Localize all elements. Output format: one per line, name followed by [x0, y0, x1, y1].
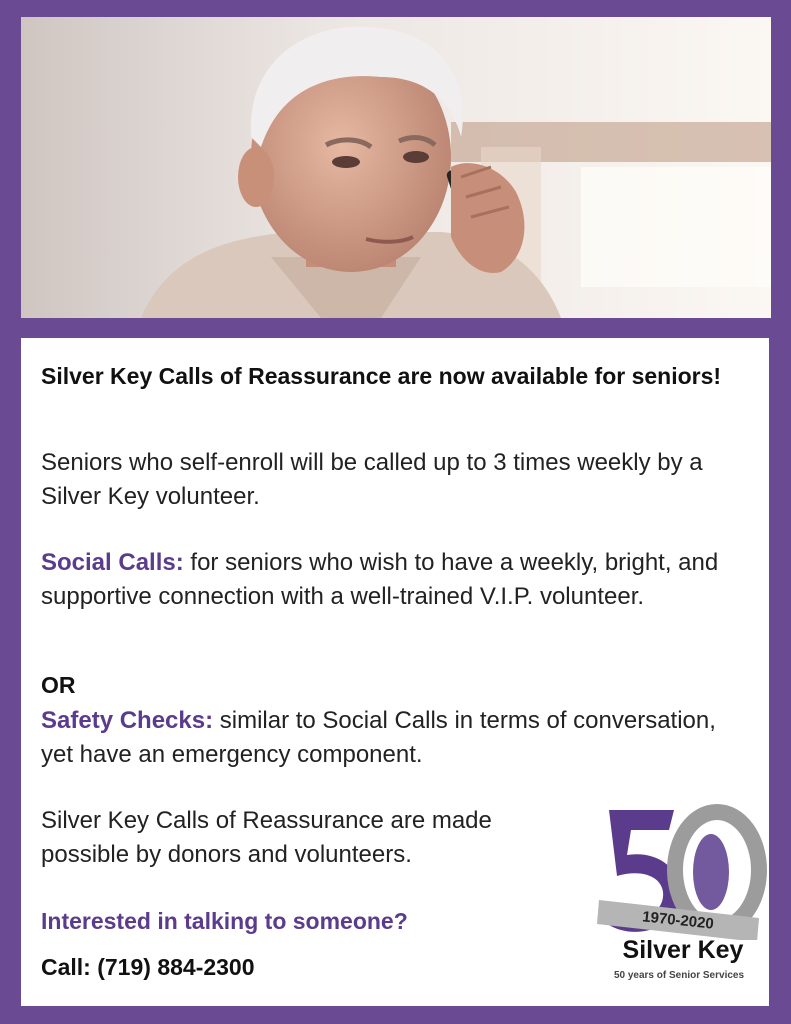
social-calls-label: Social Calls:: [41, 549, 184, 576]
logo-years: 1970-2020: [641, 908, 715, 933]
silver-key-50-logo: [589, 800, 769, 1000]
hero-photo: [21, 17, 771, 318]
safety-checks-label: Safety Checks:: [41, 707, 214, 734]
logo-brand: Silver Key: [622, 936, 744, 964]
donors-paragraph: Silver Key Calls of Reassurance are made possible by donors and volunteers.: [41, 807, 492, 868]
content-card: [21, 338, 769, 1006]
safety-checks-text: similar to Social Calls in terms of conversation, yet have an emergency component.: [41, 707, 716, 768]
senior-man-on-phone-image: [21, 17, 771, 318]
interest-heading: Interested in talking to someone?: [41, 908, 408, 934]
call-phone-number[interactable]: Call: (719) 884-2300: [41, 954, 255, 980]
headline: Silver Key Calls of Reassurance are now available for seniors!: [41, 363, 722, 389]
social-calls-paragraph: [41, 546, 741, 614]
social-calls-text: for seniors who wish to have a weekly, bright, and supportive connection with a well-trained V.I.P. volunteer.: [41, 549, 719, 610]
logo-tagline: 50 years of Senior Services: [613, 970, 745, 981]
intro-paragraph: Seniors who self-enroll will be called up to 3 times weekly by a Silver Key volunteer.: [41, 449, 703, 510]
safety-checks-paragraph: [41, 704, 741, 772]
or-divider: OR: [41, 672, 76, 698]
